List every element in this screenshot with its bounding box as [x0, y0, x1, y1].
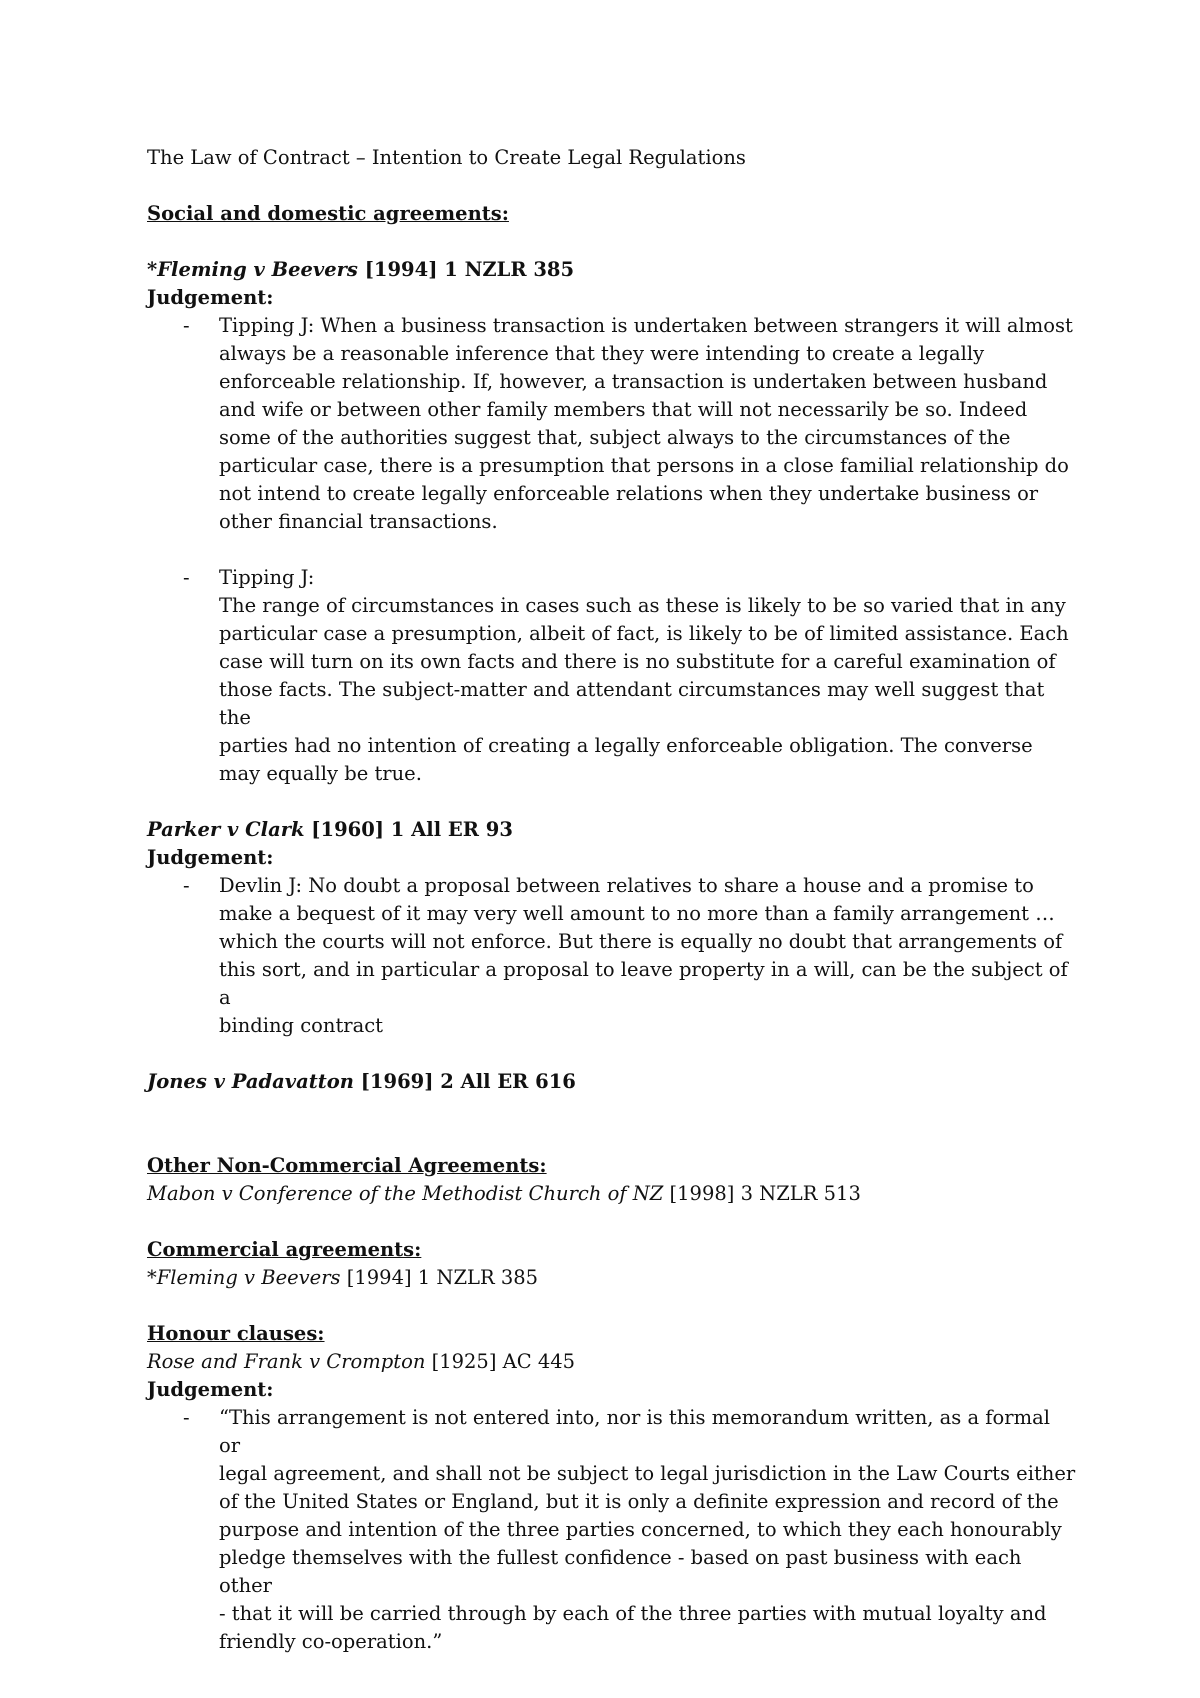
text-line: legal agreement, and shall not be subject to legal jurisdiction in the Law Courts either — [219, 1462, 1076, 1485]
text-line: parties had no intention of creating a legally enforceable obligation. The converse — [219, 734, 1033, 757]
text-line: particular case a presumption, albeit of fact, is likely to be of limited assistance. Each — [219, 622, 1069, 645]
case-citation: [1994] 1 NZLR 385 — [340, 1266, 539, 1289]
case-rose-and-frank — [147, 1348, 1077, 1376]
case-name: Parker v Clark — [147, 818, 305, 841]
bullet-dash: - — [183, 314, 190, 337]
text-line: Tipping J: When a business transaction is undertaken between strangers it will almost — [219, 314, 1073, 337]
case-mabon — [147, 1180, 1077, 1208]
list-spacer — [147, 536, 1077, 564]
judgement-label: Judgement: — [147, 846, 274, 869]
text-line: those facts. The subject-matter and attendant circumstances may well suggest that the — [219, 678, 1045, 729]
section-heading-noncommercial: Other Non-Commercial Agreements: — [147, 1154, 547, 1177]
bullet-dash: - — [183, 566, 190, 589]
judgement-list — [147, 872, 1077, 1040]
document-page — [147, 144, 1077, 1656]
bullet-dash: - — [183, 874, 190, 897]
text-line: make a bequest of it may very well amount to no more than a family arrangement … — [219, 902, 1055, 925]
text-line: some of the authorities suggest that, subject always to the circumstances of the — [219, 426, 1011, 449]
list-item — [147, 1404, 1077, 1656]
text-line: The range of circumstances in cases such as these is likely to be so varied that in any — [219, 594, 1066, 617]
judgement-label: Judgement: — [147, 286, 274, 309]
case-name: Jones v Padavatton — [147, 1070, 354, 1093]
text-line: friendly co-operation.” — [219, 1630, 443, 1653]
list-item — [147, 312, 1077, 536]
judgement-list — [147, 1404, 1077, 1656]
bullet-dash: - — [183, 1406, 190, 1429]
text-line: particular case, there is a presumption that persons in a close familial relationship do — [219, 454, 1069, 477]
text-line: - that it will be carried through by each of the three parties with mutual loyalty and — [219, 1602, 1047, 1625]
case-citation: [1925] AC 445 — [425, 1350, 576, 1373]
text-line: may equally be true. — [219, 762, 422, 785]
text-line: always be a reasonable inference that they were intending to create a legally — [219, 342, 985, 365]
case-fleming-commercial — [147, 1264, 1077, 1292]
case-citation: [1994] 1 NZLR 385 — [357, 258, 575, 281]
text-line: other financial transactions. — [219, 510, 498, 533]
list-item — [147, 872, 1077, 1040]
text-line: not intend to create legally enforceable relations when they undertake business or — [219, 482, 1039, 505]
case-parker-v-clark — [147, 816, 1077, 844]
case-citation: [1969] 2 All ER 616 — [353, 1070, 576, 1093]
case-name: *Fleming v Beevers — [147, 1266, 341, 1289]
text-line: pledge themselves with the fullest confidence - based on past business with each other — [219, 1546, 1022, 1597]
case-fleming-v-beevers — [147, 256, 1077, 284]
list-item — [147, 564, 1077, 788]
case-citation: [1998] 3 NZLR 513 — [663, 1182, 861, 1205]
case-name: Mabon v Conference of the Methodist Church of NZ — [147, 1182, 664, 1205]
case-name: *Fleming v Beevers — [147, 258, 358, 281]
case-jones-v-padavatton — [147, 1068, 1077, 1096]
text-line: binding contract — [219, 1014, 383, 1037]
text-line: and wife or between other family members that will not necessarily be so. Indeed — [219, 398, 1028, 421]
case-name: Rose and Frank v Crompton — [147, 1350, 426, 1373]
section-heading-honour: Honour clauses: — [147, 1322, 325, 1345]
judgement-label: Judgement: — [147, 1378, 274, 1401]
case-citation: [1960] 1 All ER 93 — [304, 818, 513, 841]
text-line: which the courts will not enforce. But there is equally no doubt that arrangements of — [219, 930, 1063, 953]
text-line: Devlin J: No doubt a proposal between relatives to share a house and a promise to — [219, 874, 1034, 897]
text-line: Tipping J: — [219, 566, 315, 589]
text-line: “This arrangement is not entered into, nor is this memorandum written, as a formal or — [219, 1406, 1050, 1457]
judgement-list — [147, 312, 1077, 788]
text-line: case will turn on its own facts and there is no substitute for a careful examination of — [219, 650, 1056, 673]
text-line: purpose and intention of the three parties concerned, to which they each honourably — [219, 1518, 1062, 1541]
section-heading-social: Social and domestic agreements: — [147, 202, 509, 225]
document-title: The Law of Contract – Intention to Create Legal Regulations — [147, 146, 746, 169]
section-heading-commercial: Commercial agreements: — [147, 1238, 422, 1261]
text-line: this sort, and in particular a proposal to leave property in a will, can be the subject of a — [219, 958, 1068, 1009]
text-line: of the United States or England, but it is only a definite expression and record of the — [219, 1490, 1059, 1513]
text-line: enforceable relationship. If, however, a transaction is undertaken between husband — [219, 370, 1048, 393]
